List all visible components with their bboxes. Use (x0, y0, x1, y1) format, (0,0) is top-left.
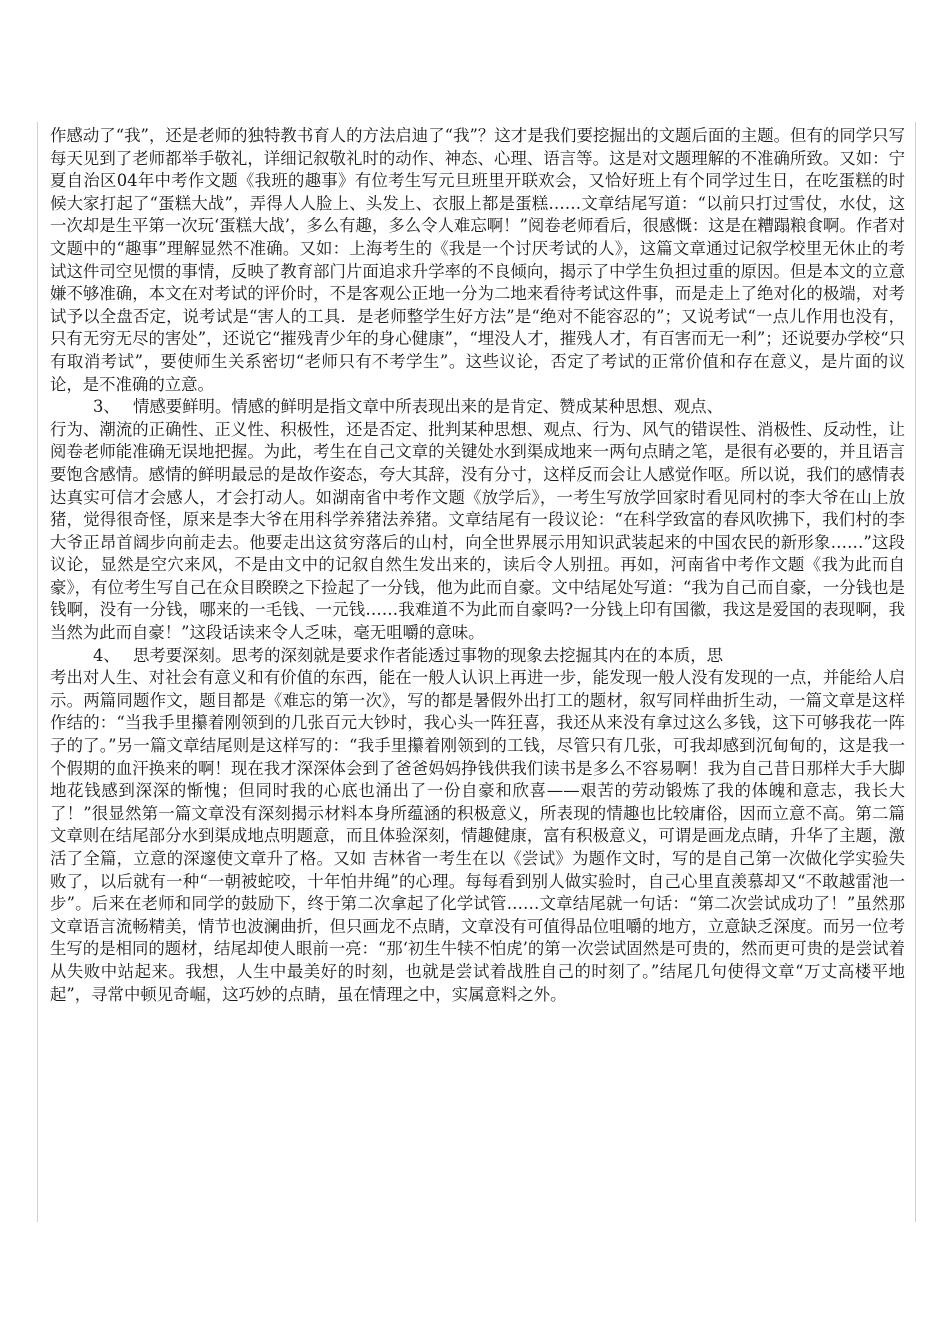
section-4-number: 4、 (93, 645, 120, 665)
section-3-heading (50, 396, 905, 419)
paragraph-3: 考出对人生、对社会有意义和有价值的东西，能在一般人认识上再进一步，能发现一般人没有发现的一点，并能给人启示。两篇同题作文，题目都是《难忘的第一次》，写的都是暑假外出打工的题材，叙写同样曲折生动，一篇文章是这样作结的：“当我手里攥着刚领到的几张百元大钞时，我心头一阵狂喜，我还从来没有拿过这么多钱，这下可够我花一阵子的了。”另一篇文章结尾则是这样写的：“我手里攥着刚领到的工钱，尽管只有几张，可我却感到沉甸甸的，这是我一个假期的血汗换来的啊！现在我才深深体会到了爸爸妈妈挣钱供我们读书是多么不容易啊！我为自己昔日那样大手大脚地花钱感到深深的惭愧；但同时我的心底也涌出了一份自豪和欣喜——艰苦的劳动锻炼了我的体魄和意志，我长大了！”很显然第一篇文章没有深刻揭示材料本身所蕴涵的积极意义，所表现的情趣也比较庸俗，因而立意不高。第二篇文章则在结尾部分水到渠成地点明题意，而且体验深刻，情趣健康，富有积极意义，可谓是画龙点睛，升华了主题，激活了全篇，立意的深邃使文章升了格。又如 吉林省一考生在以《尝试》为题作文时，写的是自己第一次做化学实验失败了，以后就有一种“一朝被蛇咬，十年怕井绳”的心理。每每看到别人做实验时，自己心里直羡慕却又“不敢越雷池一步”。后来在老师和同学的鼓励下，终于第二次拿起了化学试管……文章结尾就一句话：“第二次尝试成功了！”虽然那文章语言流畅精美，情节也波澜曲折，但只画龙不点睛，文章没有可值得品位咀嚼的地方，立意缺乏深度。而另一位考生写的是相同的题材，结尾却使人眼前一亮：“那‘初生牛犊不怕虎’的第一次尝试固然是可贵的，然而更可贵的是尝试着从失败中站起来。我想，人生中最美好的时刻，也就是尝试着战胜自己的时刻了。”结尾几句使得文章“万丈高楼平地起”，寻常中顿见奇崛，这巧妙的点睛，虽在情理之中，实属意料之外。 (50, 668, 905, 1004)
left-margin-line (37, 122, 38, 1222)
section-3-number: 3、 (93, 397, 120, 417)
section-4-lead: 思考要深刻。思考的深刻就是要求作者能透过事物的现象去挖掘其内在的本质，思 (133, 645, 724, 665)
paragraph-2: 行为、潮流的正确性、正义性、积极性，还是否定、批判某种思想、观点、行为、风气的错误性、消极性、反动性，让阅卷老师能准确无误地把握。为此，考生在自己文章的关键处水到渠成地来一两句点睛之笔，是很有必要的，并且语言要饱含感情。感情的鲜明最忌的是故作姿态，夸大其辞，没有分寸，这样反而会让人感觉作呕。所以说，我们的感情表达真实可信才会感人，才会打动人。如湖南省中考作文题《放学后》，一考生写放学回家时看见同村的李大爷在山上放猪，觉得很奇怪，原来是李大爷在用科学养猪法养猪。文章结尾有一段议论：“在科学致富的春风吹拂下，我们村的李大爷正昂首阔步向前走去。他要走出这贫穷落后的山村，向全世界展示用知识武装起来的中国农民的新形象……”这段议论，显然是空穴来风，不是由文中的记叙自然生发出来的，读后令人别扭。再如，河南省中考作文题《我为此而自豪》，有位考生写自己在众目睽睽之下捡起了一分钱，他为此而自豪。文中结尾处写道：“我为自己而自豪，一分钱也是钱啊，没有一分钱，哪来的一毛钱、一元钱……我难道不为此而自豪吗?一分钱上印有国徽，我这是爱国的表现啊，我当然为此而自豪！”这段话读来令人乏味，毫无咀嚼的意味。 (50, 419, 905, 643)
document-body (50, 125, 905, 1006)
section-3-lead: 情感要鲜明。情感的鲜明是指文章中所表现出来的是肯定、赞成某种思想、观点、 (133, 397, 724, 417)
section-4-heading (50, 645, 905, 668)
right-margin-line (915, 122, 916, 1222)
paragraph-1: 作感动了“我”，还是老师的独特教书育人的方法启迪了“我”？这才是我们要挖掘出的文题后面的主题。但有的同学只写每天见到了老师都举手敬礼，详细记叙敬礼时的动作、神态、心理、语言等。这是对文题理解的不准确所致。又如：宁夏自治区04年中考作文题《我班的趣事》有位考生写元旦班里开联欢会，又恰好班上有个同学过生日，在吃蛋糕的时候大家打起了“蛋糕大战”，弄得人人脸上、头发上、衣服上都是蛋糕……文章结尾写道：“以前只打过雪仗，水仗，这一次却是生平第一次玩‘蛋糕大战’，多么有趣，多么令人难忘啊！”阅卷老师看后，很感慨：这是在糟蹋粮食啊。作者对文题中的“趣事”理解显然不准确。又如：上海考生的《我是一个讨厌考试的人》，这篇文章通过记叙学校里无休止的考试这件司空见惯的事情，反映了教育部门片面追求升学率的不良倾向，揭示了中学生负担过重的原因。但是本文的立意嫌不够准确，本文在对考试的评价时，不是客观公正地一分为二地来看待考试这件事，而是走上了绝对化的极端，对考试予以全盘否定，说考试是“害人的工具．是老师整学生好方法”是“绝对不能容忍的”；又说考试“一点儿作用也没有，只有无穷无尽的害处”，还说它“摧残青少年的身心健康”，“埋没人才，摧残人才，有百害而无一利”；还说要办学校“只有取消考试”，要使师生关系密切“老师只有不考学生”。这些议论，否定了考试的正常价值和存在意义，是片面的议论，是不准确的立意。 (50, 126, 905, 394)
